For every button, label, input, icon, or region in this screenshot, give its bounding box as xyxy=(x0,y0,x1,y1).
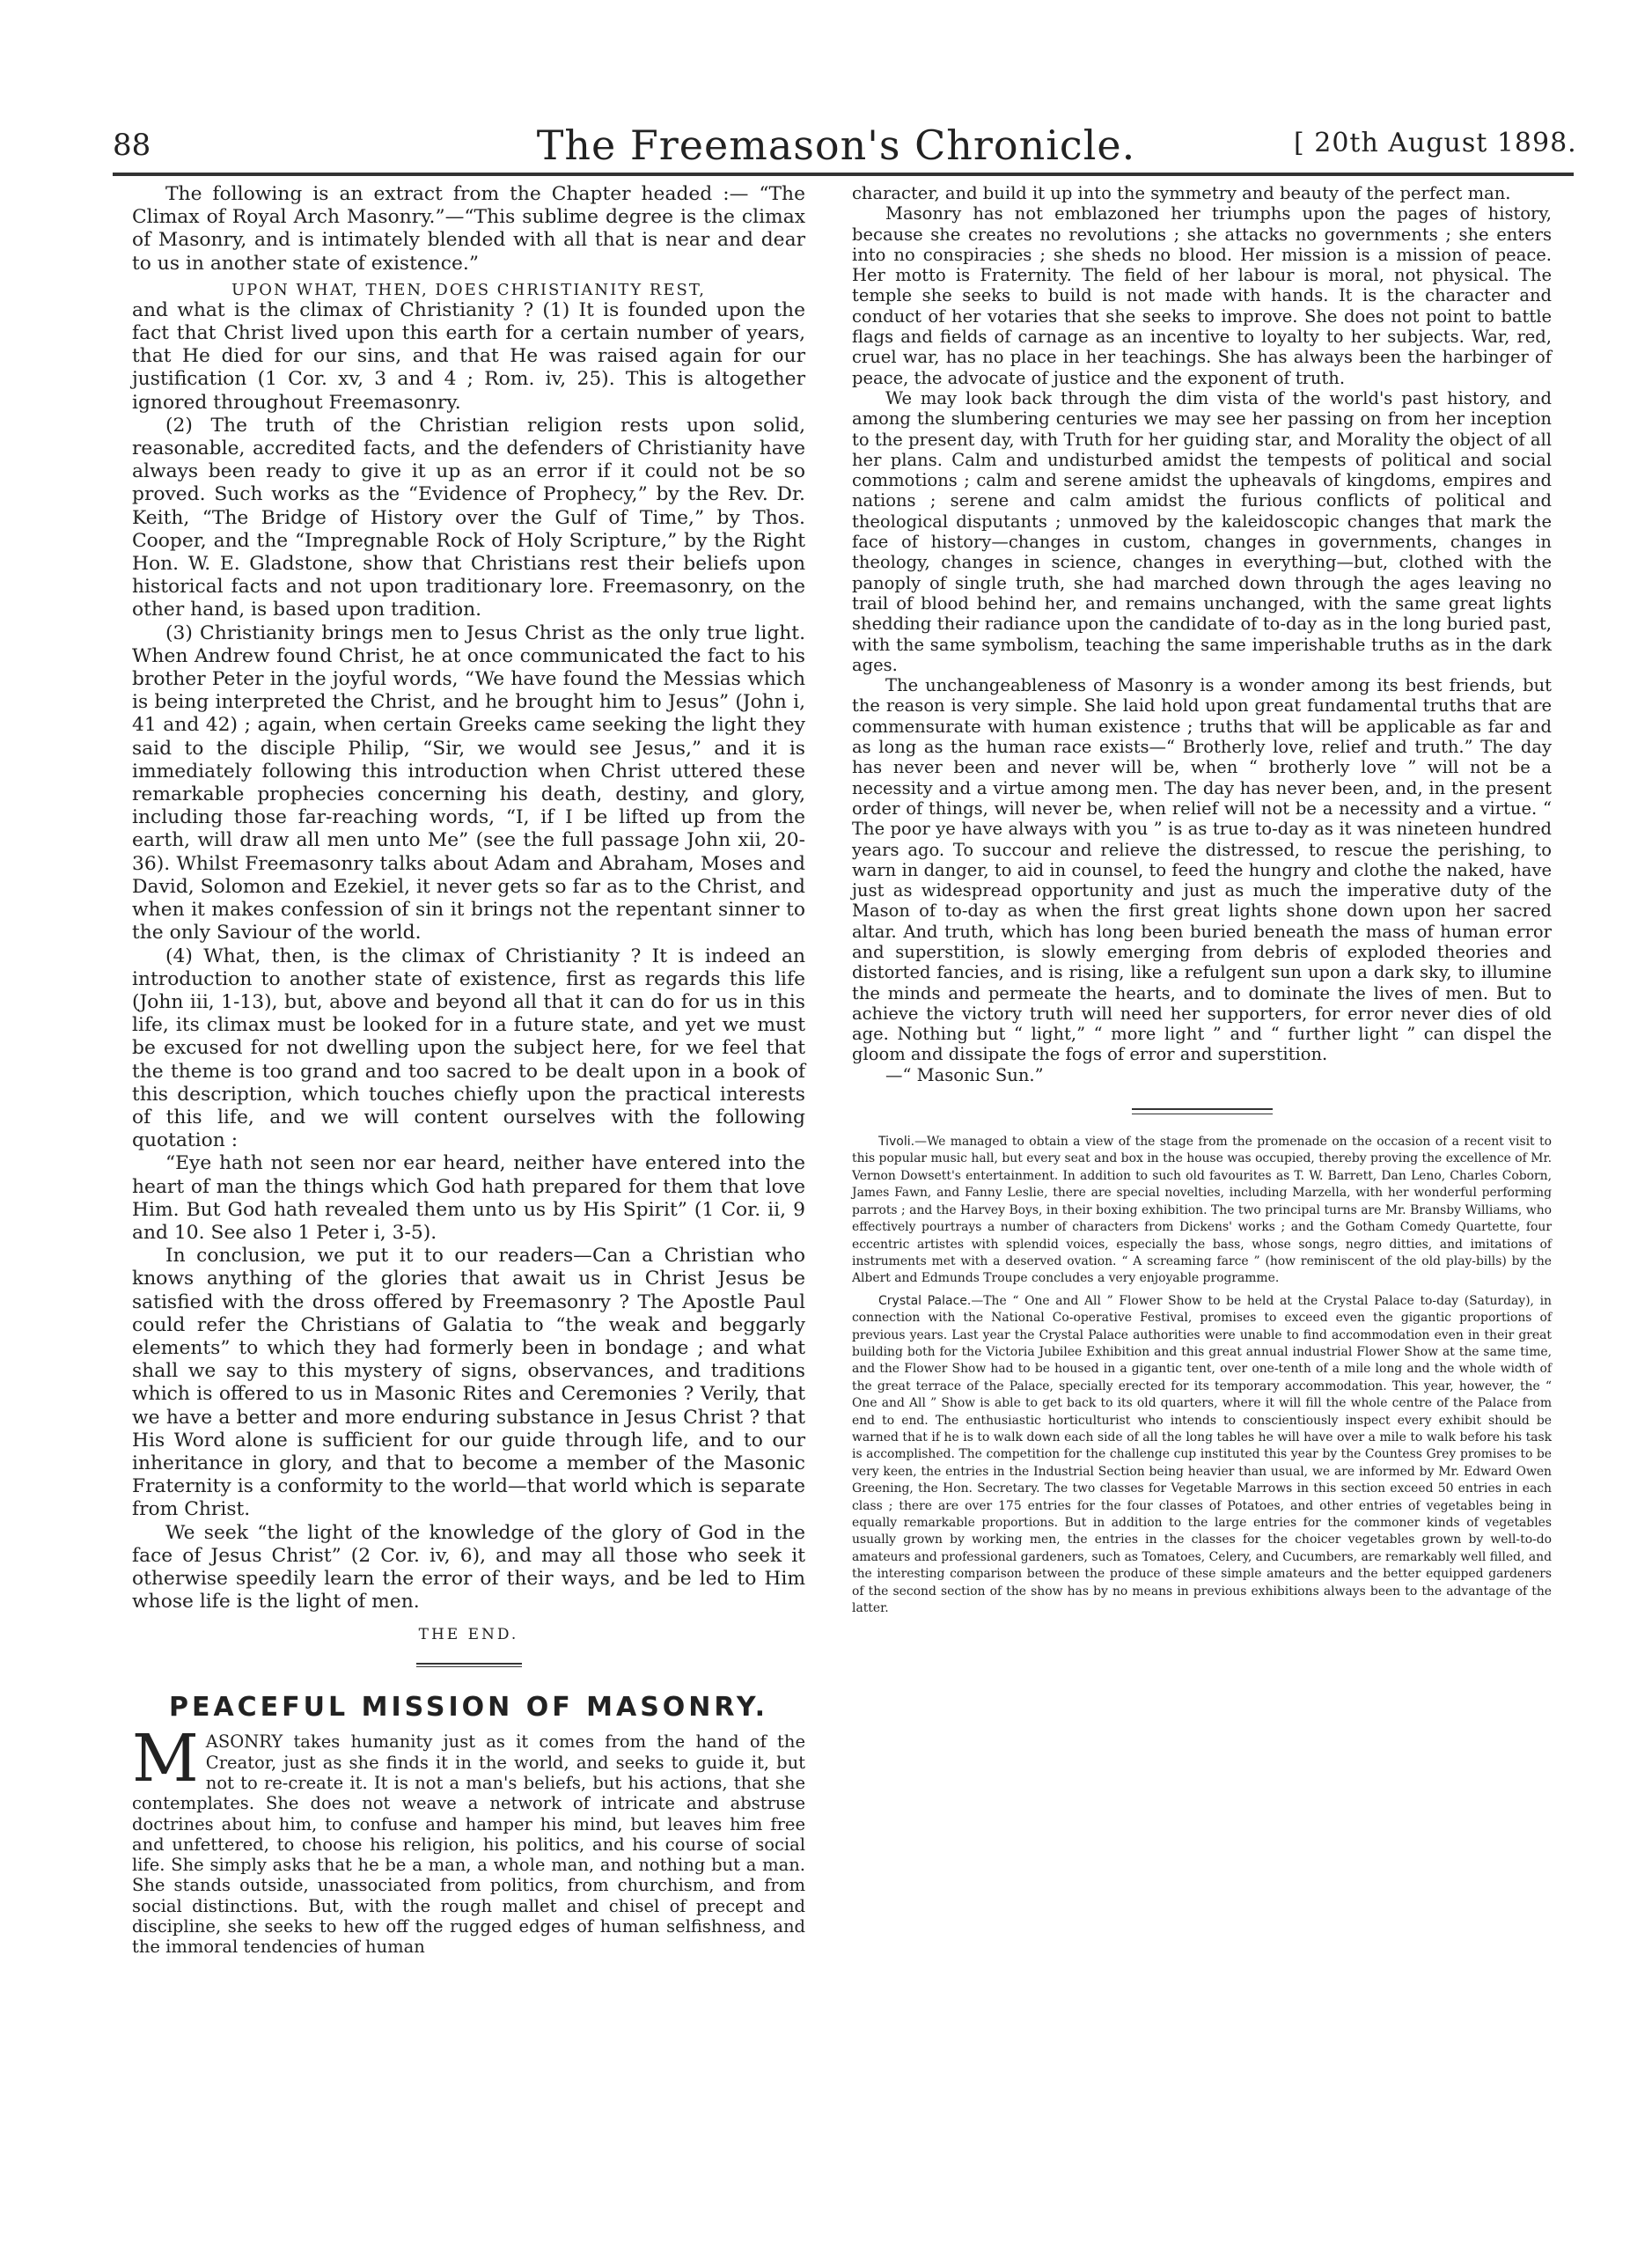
note-text: —The “ One and All ” Flower Show to be held at the Crystal Palace to-day (Saturday), in connection with the National Co-operative Festival, promises to exceed even the gigantic proportions of previous years. Last year the Crystal Palace authorities were unable to find accommodation even in their great building both for the Victoria Jubilee Exhibition and this great annual industrial Flower Show at the same time, and the Flower Show had to be housed in a gigantic tent, over one-tenth of a mile long and the whole width of the great terrace of the Palace, specially erected for its temporary accommodation. This year, however, the “ One and All ” Show is able to get back to its old quarters, where it will fill the whole centre of the Palace from end to end. The enthusiastic horticulturist who intends to conscientiously inspect every exhibit should be warned that if he is to walk down each side of all the long tables he will have over a mile to walk before his task is accomplished. The competition for the challenge cup instituted this year by the Countess Grey promises to be very keen, the entries in the Industrial Section being heavier than usual, we are informed by Mr. Edward Owen Greening, the Hon. Secretary. The two classes for Vegetable Marrows in this section exceed 50 entries in each class ; there are over 175 entries for the four classes of Potatoes, and other entries of vegetables being in equally remarkable proportions. But in addition to the large entries for the commoner kinds of vegetables usually grown by working men, the entries in the classes for the choicer vegetables grown by well-to-do amateurs and professional gardeners, such as Tomatoes, Celery, and Cucumbers, are remarkably well filled, and the interesting comparison between the produce of these simple amateurs and the better equipped gardeners of the second section of the show has by no means in previous exhibitions always been to the advantage of the latter. xyxy=(852,1293,1553,1616)
body-paragraph: In conclusion, we put it to our readers—Can a Christian who knows anything of the glories that await us in Christ Jesus be satisfied with the dross offered by Freemasonry ? The Apostle Paul could refer the Christians of Galatia to “the weak and beggarly elements” to which they had formerly been in bondage ; and what shall we say to this mystery of signs, observances, and traditions which is offered to us in Masonic Rites and Ceremonies ? Verily, that we have a better and more enduring substance in Jesus Christ ? that His Word alone is sufficient for our guide through life, and to our inheritance in glory, and that to become a member of the Masonic Fraternity is a conformity to the world—that world which is separate from Christ. xyxy=(132,1245,805,1521)
section-subheading: UPON WHAT, THEN, DOES CHRISTIANITY REST, xyxy=(231,280,706,299)
right-column xyxy=(852,183,1552,1617)
intro-paragraph: The following is an extract from the Chapter headed :— “The Climax of Royal Arch Masonry.”—“This sublime degree is the climax of Masonry, and is intimately blended with all that is near and dear to us in another state of existence.” xyxy=(132,183,805,275)
section-divider xyxy=(416,1663,522,1667)
the-end-label: THE END. xyxy=(418,1626,519,1644)
section-divider xyxy=(1132,1108,1273,1114)
left-column xyxy=(132,183,805,1958)
body-paragraph: (4) What, then, is the climax of Christianity ? It is indeed an introduction to another state of existence, first as regards this life (John iii, 1-13), but, above and beyond all that it can do for us in this life, its climax must be looked for in a future state, and yet we must be excused for not dwelling upon the subject here, for we feel that the theme is too grand and too sacred to be dealt upon in a book of this description, which touches chiefly upon the practical interests of this life, and we will content ourselves with the following quotation : xyxy=(132,945,805,1152)
source-attribution: —“ Masonic Sun.” xyxy=(885,1064,1044,1085)
note-label: Tivoli. xyxy=(878,1135,915,1150)
body-paragraph: character, and build it up into the symmetry and beauty of the perfect man. xyxy=(852,183,1511,203)
body-paragraph: and what is the climax of Christianity ? (1) It is founded upon the fact that Christ lived upon this earth for a certain number of years, that He died for our sins, and that He was raised again for our justification (1 Cor. xv, 3 and 4 ; Rom. iv, 25). This is altogether ignored throughout Freemasonry. xyxy=(132,298,805,414)
body-paragraph: (2) The truth of the Christian religion rests upon solid, reasonable, accredited facts, and the defenders of Christianity have always been ready to give it up as an error if it could not be so proved. Such works as the “Evidence of Prophecy,” by the Rev. Dr. Keith, “The Bridge of History over the Gulf of Time,” by Thos. Cooper, and the “Impregnable Rock of Holy Scripture,” by the Right Hon. W. E. Gladstone, show that Christians rest their beliefs upon historical facts and not upon traditionary lore. Freemasonry, on the other hand, is based upon tradition. xyxy=(132,414,805,621)
masthead-title: The Freemason's Chronicle. xyxy=(536,121,1136,169)
body-paragraph: (3) Christianity brings men to Jesus Christ as the only true light. When Andrew found Christ, he at once communicated the fact to his brother Peter in the joyful words, “We have found the Messias which is being interpreted the Christ, and he brought him to Jesus” (John i, 41 and 42) ; again, when certain Greeks came seeking the light they said to the disciple Philip, “Sir, we would see Jesus,” and it is immediately following this introduction when Christ uttered these remarkable prophecies concerning his death, destiny, and glory, including those far-reaching words, “I, if I be lifted up from the earth, will draw all men unto Me” (see the full passage John xii, 20-36). Whilst Freemasonry talks about Adam and Abraham, Moses and David, Solomon and Ezekiel, it never gets so far as to the Christ, and when it makes confession of sin it brings not the repentant sinner to the only Saviour of the world. xyxy=(132,621,805,945)
page-number: 88 xyxy=(113,128,151,163)
note-text: —We managed to obtain a view of the stage from the promenade on the occasion of a recent visit to this popular music hall, but every seat and box in the house was occupied, thereby proving the excellence of Mr. Vernon Dowsett's entertainment. In addition to such old favourites as T. W. Barrett, Dan Leno, Charles Coborn, James Fawn, and Fanny Leslie, there are special novelties, including Marzella, with her wonderful performing parrots ; and the Harvey Boys, in their boxing exhibition. The two principal turns are Mr. Bransby Williams, who effectively pourtrays a number of characters from Dickens' works ; and the Gotham Comedy Quartette, four eccentric artistes with splendid voices, especially the bass, whose songs, negro ditties, and imitations of instruments met with a deserved ovation. “ A screaming farce ” (how reminiscent of the old play-bills) by the Albert and Edmunds Troupe concludes a very enjoyable programme. xyxy=(852,1135,1552,1286)
note-paragraph xyxy=(852,1134,1552,1288)
quotation-paragraph: “Eye hath not seen nor ear heard, neither have entered into the heart of man the things which God hath prepared for them that love Him. But God hath revealed them unto us by His Spirit” (1 Cor. ii, 9 and 10. See also 1 Peter i, 3-5). xyxy=(132,1152,805,1244)
body-paragraph: Masonry has not emblazoned her triumphs upon the pages of history, because she creates no revolutions ; she attacks no governments ; she enters into no conspiracies ; she sheds no blood. Her mission is a mission of peace. Her motto is Fraternity. The field of her labour is moral, not physical. The temple she seeks to build is not made with hands. It is the character and conduct of her votaries that she seeks to improve. She does not point to battle flags and fields of carnage as an incentive to loyalty to her subjects. War, red, cruel war, has no place in her teachings. She has always been the harbinger of peace, the advocate of justice and the exponent of truth. xyxy=(852,203,1552,388)
article-title: PEACEFUL MISSION OF MASONRY. xyxy=(168,1692,769,1724)
issue-date: [ 20th August 1898. xyxy=(1294,128,1577,158)
drop-cap: M xyxy=(132,1721,199,1797)
body-paragraph: We may look back through the dim vista of the world's past history, and among the slumbering centuries we may see her passing on from her inception to the present day, with Truth for her guiding star, and Morality the object of all her plans. Calm and undisturbed amidst the tempests of political and social commotions ; calm and serene amidst the upheavals of kingdoms, empires and nations ; serene and calm amidst the furious conflicts of political and theological disputants ; unmoved by the kaleidoscopic changes that mark the face of history—changes in custom, changes in governments, changes in theology, changes in science, changes in everything—but, clothed with the panoply of single truth, she had marched down through the ages leaving no trail of blood behind her, and remains unchanged, with the same great lights shedding their radiance upon the candidate of to-day as in the long buried past, with the same symbolism, teaching the same imperishable truths as in the dark ages. xyxy=(852,387,1552,675)
body-paragraph: We seek “the light of the knowledge of the glory of God in the face of Jesus Christ” (2 Cor. iv, 6), and may all those who seek it otherwise speedily learn the error of their ways, and be led to Him whose life is the light of men. xyxy=(132,1521,805,1613)
body-paragraph: The unchangeableness of Masonry is a wonder among its best friends, but the reason is very simple. She laid hold upon great fundamental truths that are commensurate with human existence ; truths that will be applicable as far and as long as the human race exists—“ Brotherly love, relief and truth.” The day has never been and never will be, when “ brotherly love ” will not be a necessity and a virtue among men. The day has never been, and, in the present order of things, will never be, when relief will not be a necessity and a virtue. “ The poor ye have always with you ” is as true to-day as it was nineteen hundred years ago. To succour and relieve the distressed, to rescue the perishing, to warn in danger, to aid in counsel, to feed the hungry and clothe the naked, have just as widespread opportunity and just as much the imperative duty of the Mason of to-day as when the first great lights shone down upon her sacred altar. And truth, which has long been buried beneath the mass of human error and superstition, is slowly emerging from debris of exploded theories and distorted fancies, and is rising, like a refulgent sun upon a dark sky, to illumine the minds and permeate the hearts, and to dominate the lives of men. But to achieve the victory truth will need her supporters, for error never dies of old age. Nothing but “ light,” “ more light ” and “ further light ” can dispel the gloom and dissipate the fogs of error and superstition. xyxy=(852,675,1552,1065)
note-paragraph xyxy=(852,1293,1552,1618)
article-lead xyxy=(132,1721,805,1958)
article-lead-paragraph: ASONRY takes humanity just as it comes from the hand of the Creator, just as she finds it in the world, and seeks to guide it, but not to re-create it. It is not a man's beliefs, but his actions, that she contemplates. She does not weave a network of intricate and abstruse doctrines about him, to confuse and hamper his mind, but leaves him free and unfettered, to choose his religion, his politics, and his course of social life. She simply asks that he be a man, a whole man, and nothing but a man. She stands outside, unassociated from politics, from churchism, and from social distinctions. But, with the rough mallet and chisel of precept and discipline, she seeks to hew off the rugged edges of human selfishness, and the immoral tendencies of human xyxy=(132,1731,805,1958)
note-label: Crystal Palace. xyxy=(878,1293,972,1308)
header-rule xyxy=(113,173,1574,176)
